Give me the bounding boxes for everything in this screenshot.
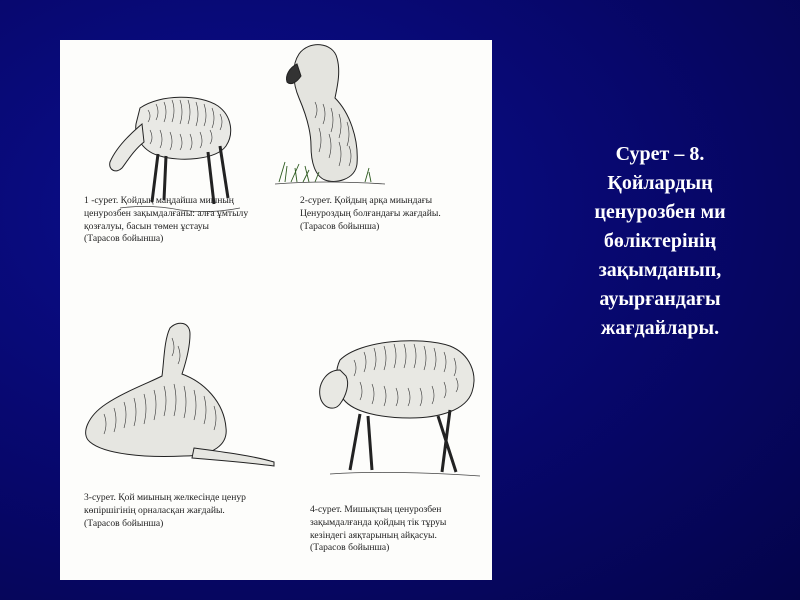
sheep-drawing-3 xyxy=(74,318,284,468)
slide-title: Сурет – 8. Қойлардың ценурозбен ми бөліктерінің зақымданып, ауырғандағы жағдайлары. xyxy=(594,143,726,339)
figure-1-caption: 1 -сурет. Қойдың маңдайша миының ценурозбен зақымдалғаны: алға ұмтылу қозғалуы, басын төмен ұстауы (Тарасов бойынша) xyxy=(84,195,249,245)
sheep-drawing-2 xyxy=(275,42,385,190)
figure-2-sheep-sitting xyxy=(275,42,385,190)
figure-3-sheep-lying xyxy=(74,318,284,468)
sheep-drawing-4 xyxy=(310,330,486,480)
figure-4-caption: 4-сурет. Мишықтың ценурозбен зақымдалғанда қойдың тік тұруы кезіндегі аяқтарының айқасуы. (Тарасов бойынша) xyxy=(310,504,447,554)
figure-2-caption: 2-сурет. Қойдың арқа миындағы Ценуроздың болғандағы жағдайы. (Тарасов бойынша) xyxy=(300,195,441,232)
figure-3-caption: 3-сурет. Қой миының желкесінде ценур көпіршігінің орналасқан жағдайы. (Тарасов бойынша) xyxy=(84,492,246,529)
sheep-illustration-panel xyxy=(60,40,492,580)
figure-4-sheep-crossed-legs xyxy=(310,330,486,480)
